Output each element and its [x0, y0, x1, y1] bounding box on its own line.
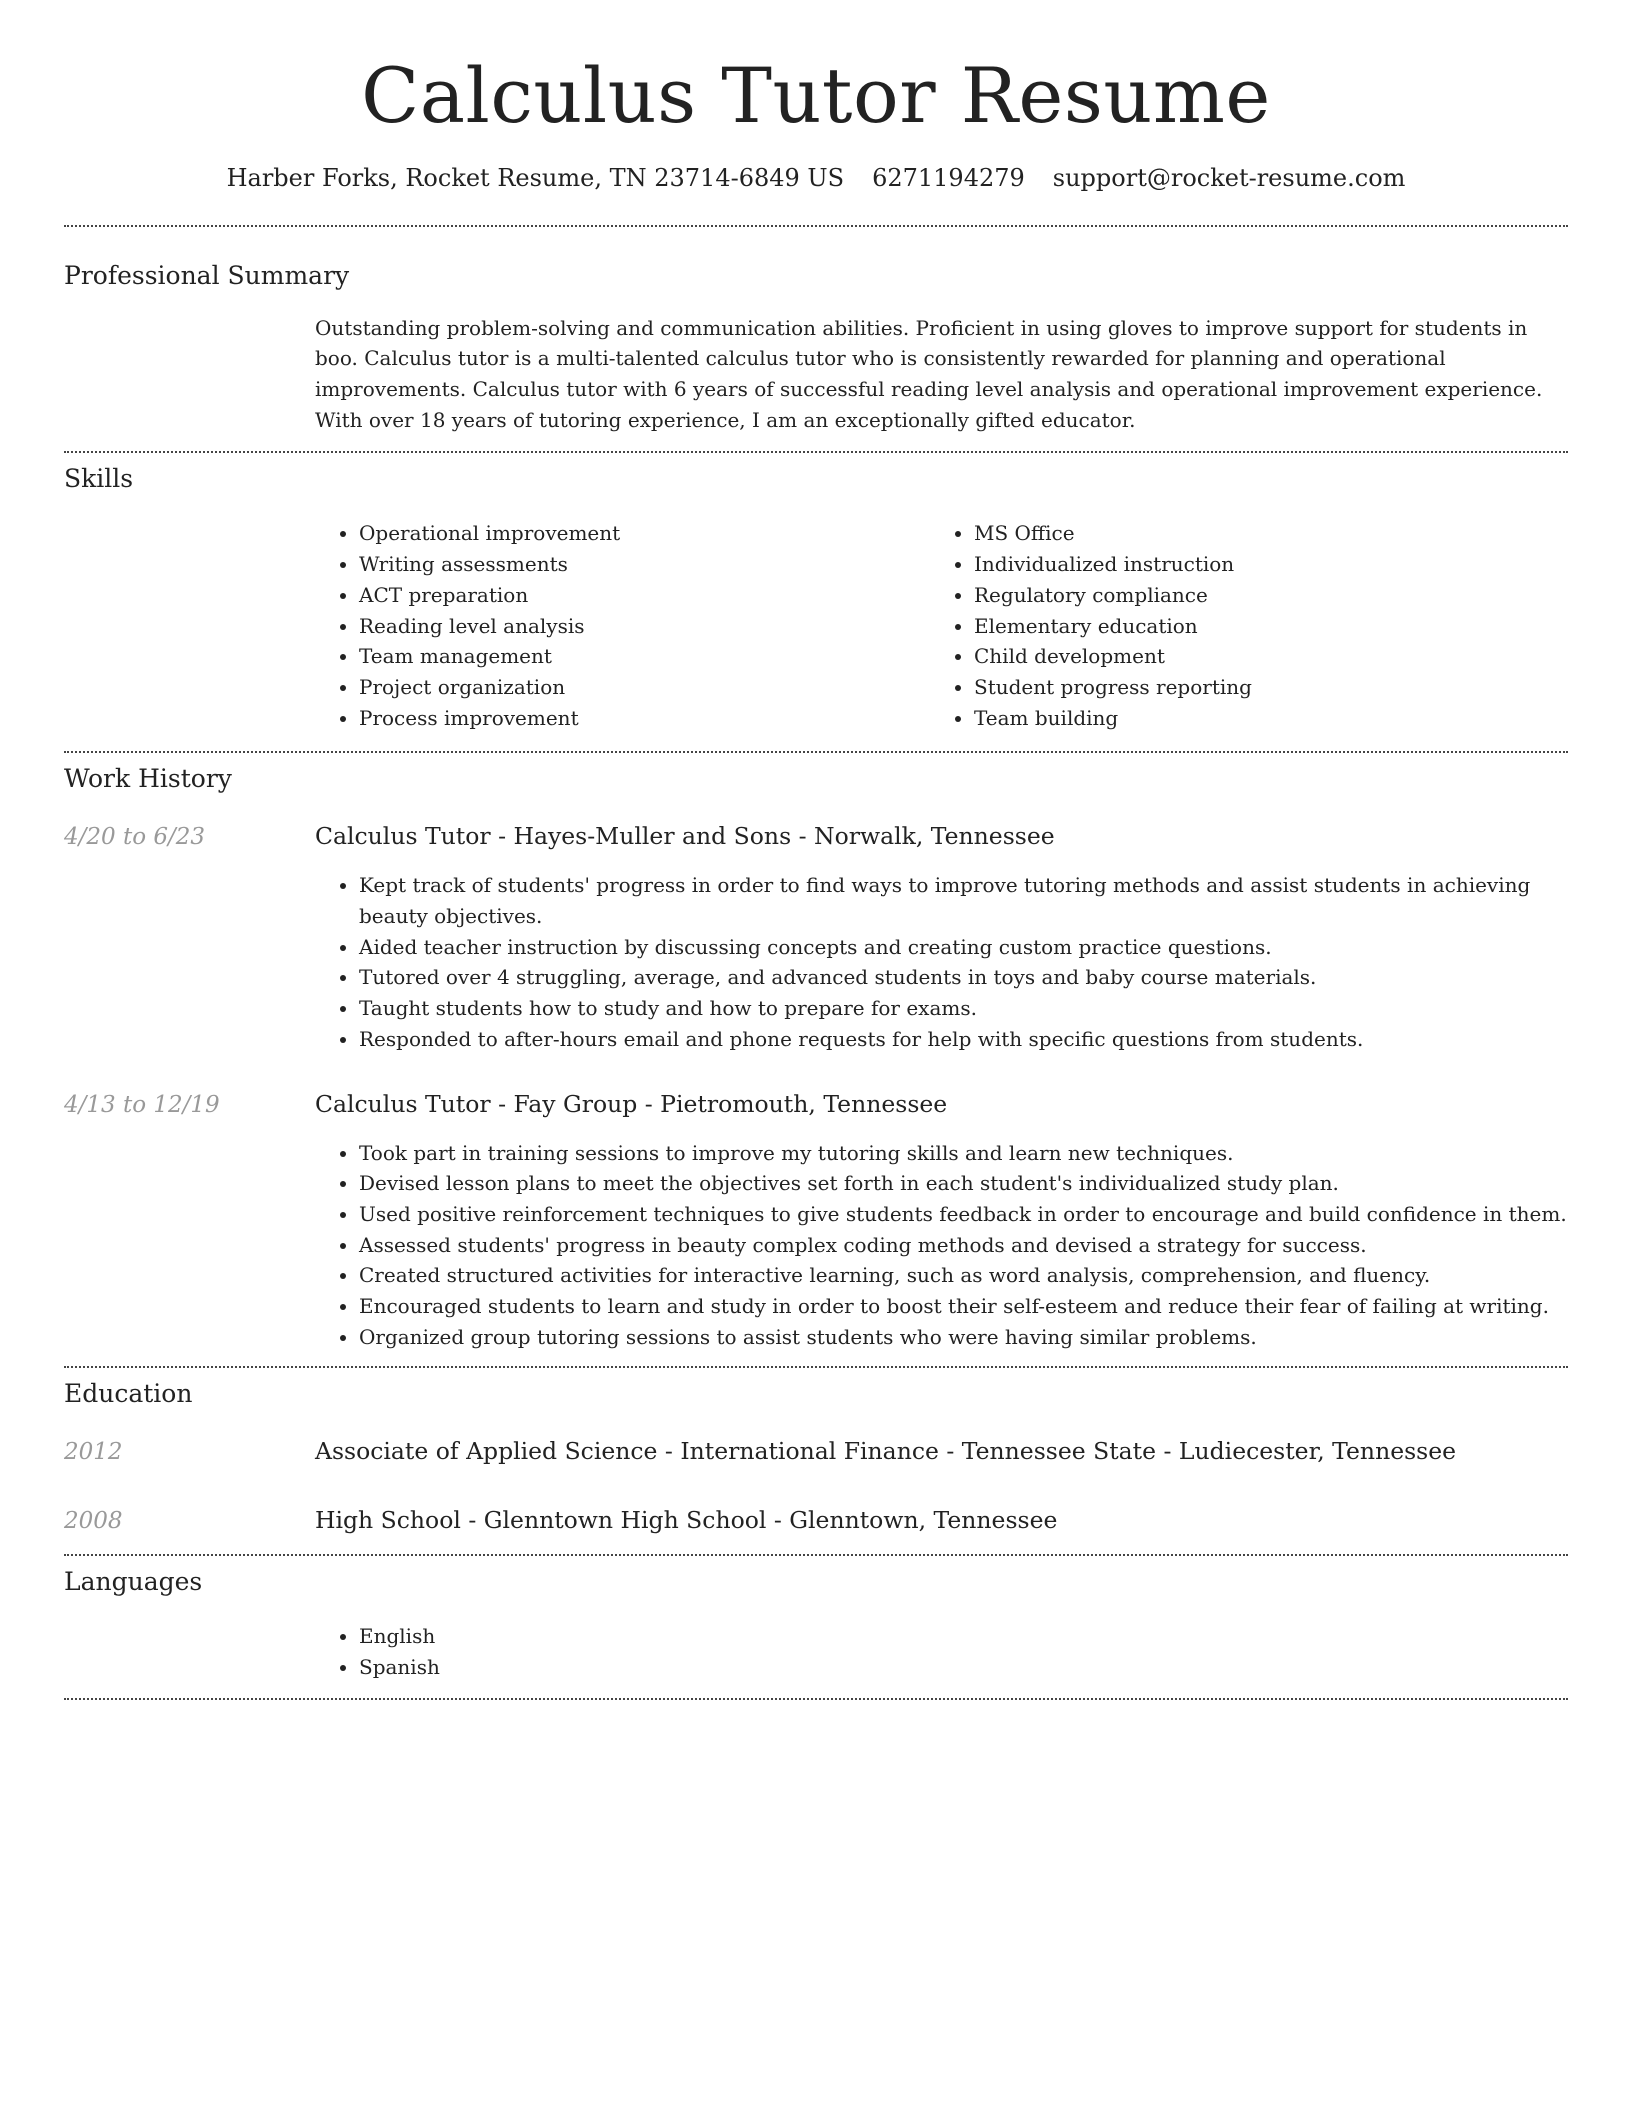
contact-info: [64, 162, 1568, 194]
job-bullet: • Assessed students' progress in beauty complex coding methods and devised a strategy for success.: [359, 1230, 1568, 1261]
work-section: [64, 753, 1568, 1352]
skill-item: • Individualized instruction: [974, 549, 1545, 580]
page-title: Calculus Tutor Resume: [361, 51, 1271, 140]
skill-item: • ACT preparation: [359, 580, 930, 611]
job-bullets: [315, 870, 1568, 1054]
job-bullet: • Aided teacher instruction by discussing concepts and creating custom practice questions.: [359, 932, 1568, 963]
job-bullet: • Used positive reinforcement techniques to give students feedback in order to encourage and build confidence in them.: [359, 1199, 1568, 1230]
job-bullet: • Kept track of students' progress in order to find ways to improve tutoring methods and assist students in achieving beauty objectives.: [359, 870, 1568, 931]
languages-heading: Languages: [64, 1567, 203, 1597]
skill-item: • Team management: [359, 641, 930, 672]
languages-content: [315, 1621, 1568, 1682]
skills-column-right: [930, 518, 1545, 733]
skill-item: • Elementary education: [974, 611, 1545, 642]
job-header: [64, 1088, 1568, 1121]
skills-column-left: [315, 518, 930, 733]
job-title: Calculus Tutor - Hayes-Muller and Sons - Norwalk, Tennessee: [315, 822, 1055, 851]
skill-item: • Process improvement: [359, 703, 930, 734]
languages-section: [64, 1556, 1568, 1682]
job-bullet: • Responded to after-hours email and phone requests for help with specific questions from students.: [359, 1024, 1568, 1055]
education-entry: [64, 1504, 1568, 1537]
job-entry: [64, 1088, 1568, 1353]
skills-list-right: [930, 518, 1545, 733]
job-bullet: • Created structured activities for interactive learning, such as word analysis, comprehension, and fluency.: [359, 1260, 1568, 1291]
summary-section: [64, 227, 1568, 436]
skill-item: • Regulatory compliance: [974, 580, 1545, 611]
education-title: Associate of Applied Science - International Finance - Tennessee State - Ludiecester, Tennessee: [315, 1437, 1457, 1466]
job-bullet: • Took part in training sessions to improve my tutoring skills and learn new techniques.: [359, 1138, 1568, 1169]
job-title: Calculus Tutor - Fay Group - Pietromouth, Tennessee: [315, 1089, 948, 1118]
skill-item: • Team building: [974, 703, 1545, 734]
skill-item: • Operational improvement: [359, 518, 930, 549]
job-details: [315, 870, 1568, 1054]
work-heading: Work History: [64, 764, 232, 794]
language-item: • Spanish: [359, 1652, 1568, 1683]
skill-item: • Child development: [974, 641, 1545, 672]
education-title: High School - Glenntown High School - Glenntown, Tennessee: [315, 1506, 1058, 1535]
summary-heading: Professional Summary: [64, 260, 350, 290]
skill-item: • Reading level analysis: [359, 611, 930, 642]
job-header: [64, 820, 1568, 853]
resume-page: [64, 0, 1568, 1700]
skill-item: • Student progress reporting: [974, 672, 1545, 703]
summary-content: [315, 313, 1568, 436]
skills-heading: Skills: [64, 464, 134, 494]
contact-address: Harber Forks, Rocket Resume, TN 23714-6849 US: [226, 163, 845, 192]
job-details: [315, 1138, 1568, 1353]
contact-phone: 6271194279: [872, 163, 1025, 192]
languages-divider: [64, 1698, 1568, 1700]
education-heading: Education: [64, 1379, 193, 1409]
job-dates: 4/20 to 6/23: [64, 824, 206, 851]
education-year: 2008: [64, 1508, 123, 1535]
contact-email: support@rocket-resume.com: [1052, 163, 1406, 192]
job-entry: [64, 820, 1568, 1054]
job-bullet: • Devised lesson plans to meet the objectives set forth in each student's individualized study plan.: [359, 1168, 1568, 1199]
job-bullet: • Taught students how to study and how to prepare for exams.: [359, 993, 1568, 1024]
summary-text: Outstanding problem-solving and communication abilities. Proficient in using gloves to improve support for students in boo. Calculus tutor is a multi-talented calculus tutor who is consistently rewarded for planning and operational improvements. Calculus tutor with 6 years of successful reading level analysis and operational improvement experience. With over 18 years of tutoring experience, I am an exceptionally gifted educator.: [315, 315, 1543, 432]
job-dates: 4/13 to 12/19: [64, 1091, 220, 1118]
job-bullet: • Organized group tutoring sessions to assist students who were having similar problems.: [359, 1322, 1568, 1353]
education-entry: [64, 1435, 1568, 1468]
languages-list: [315, 1621, 1568, 1682]
job-bullets: [315, 1138, 1568, 1353]
job-bullet: • Encouraged students to learn and study in order to boost their self-esteem and reduce their fear of failing at writing.: [359, 1291, 1568, 1322]
education-section: [64, 1368, 1568, 1537]
education-year: 2012: [64, 1439, 123, 1466]
skill-item: • MS Office: [974, 518, 1545, 549]
skills-grid: [315, 518, 1568, 733]
skills-section: [64, 453, 1568, 733]
language-item: • English: [359, 1621, 1568, 1652]
skill-item: • Project organization: [359, 672, 930, 703]
skills-list-left: [315, 518, 930, 733]
job-bullet: • Tutored over 4 struggling, average, and advanced students in toys and baby course materials.: [359, 962, 1568, 993]
skill-item: • Writing assessments: [359, 549, 930, 580]
